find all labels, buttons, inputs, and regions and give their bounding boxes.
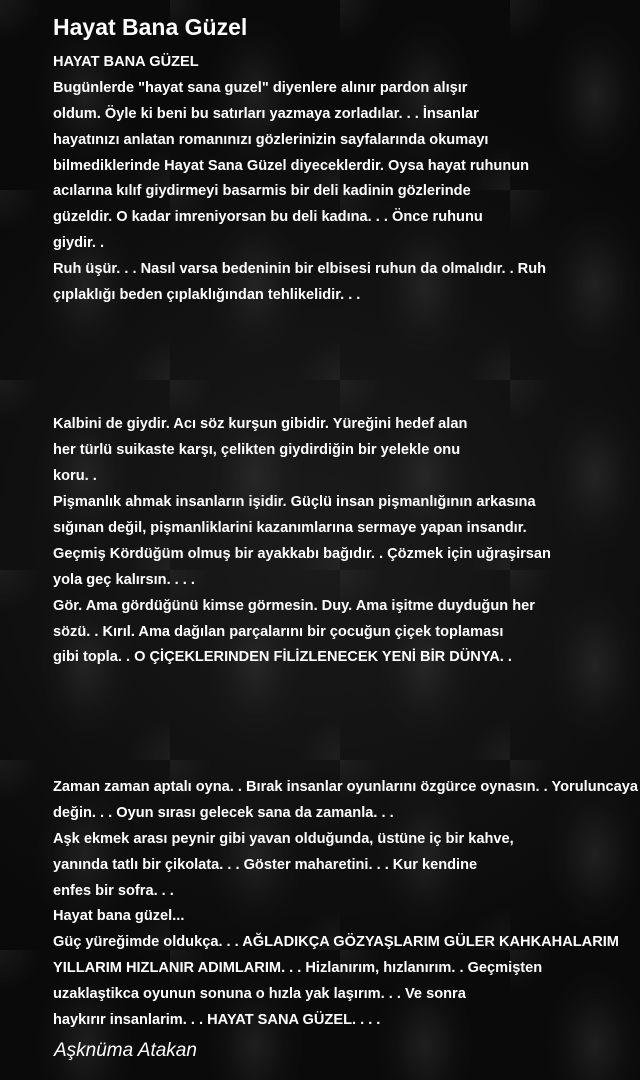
- poem-line: enfes bir sofra. . .: [53, 882, 174, 899]
- stanza-gap: [53, 723, 640, 749]
- poem-line: uzaklaştikca oyunun sonuna o hızla yak laşırım. . . Ve sonra: [53, 986, 466, 1003]
- poem-line: Geçmiş Kördüğüm olmuş bir ayakkabı bağıdır. . Çözmek için uğraşirsan: [53, 545, 551, 562]
- poem-line: Bugünlerde "hayat sana guzel" diyenlere alınır pardon alışır: [53, 79, 468, 96]
- poem-line: Pişmanlık ahmak insanların işidir. Güçlü insan pişmanlığının arkasına: [53, 494, 536, 511]
- poem-line: Kalbini de giydir. Acı söz kurşun gibidir. Yüreğini hedef alan: [53, 416, 468, 433]
- poem-author: Aşknüma Atakan: [54, 1040, 197, 1061]
- poem-body: [53, 50, 640, 1034]
- poem-line: Aşk ekmek arası peynir gibi yavan olduğunda, üstüne iç bir kahve,: [53, 830, 514, 847]
- poem-line: giydir. .: [53, 235, 105, 252]
- poem-line: yola geç kalırsın. . . .: [53, 571, 195, 588]
- poem-line: güzeldir. O kadar imreniyorsan bu deli kadına. . . Önce ruhunu: [53, 209, 483, 226]
- poem-line: bilmediklerinde Hayat Sana Güzel diyeceklerdir. Oysa hayat ruhunun: [53, 157, 530, 174]
- stanza-gap: [53, 335, 640, 361]
- poem-line: her türlü suikaste karşı, çelikten giydirdiğin bir yelekle onu: [53, 442, 461, 459]
- poem-line: sözü. . Kırıl. Ama dağılan parçalarını bir çocuğun çiçek toplaması: [53, 623, 504, 640]
- poem-line: çıplaklığı beden çıplaklığından tehlikelidir. . .: [53, 287, 361, 304]
- poem-line: acılarına kılıf giydirmeyi basarmis bir deli kadinin gözlerinde: [53, 183, 471, 200]
- poem-line: hayatınızı anlatan romanınızı gözlerinizin sayfalarında okumayı: [53, 131, 489, 148]
- poem-line: gibi topla. . O ÇİÇEKLERINDEN FİLİZLENECEK YENİ BİR DÜNYA. .: [53, 649, 512, 666]
- poem-line: Gör. Ama gördüğünü kimse görmesin. Duy. Ama işitme duyduğun her: [53, 597, 535, 614]
- poem-line: Ruh üşür. . . Nasıl varsa bedeninin bir elbisesi ruhun da olmalıdır. . Ruh: [53, 261, 547, 278]
- poem-title: Hayat Bana Güzel: [53, 14, 248, 40]
- poem-line: oldum. Öyle ki beni bu satırları yazmaya zorladılar. . . İnsanlar: [53, 105, 479, 122]
- poem-line: Hayat bana güzel...: [53, 908, 185, 925]
- poem-line: HAYAT BANA GÜZEL: [53, 54, 199, 70]
- poem-line: Güç yüreğimde oldukça. . . AĞLADIKÇA GÖZYAŞLARIM GÜLER KAHKAHALARIM: [53, 934, 619, 951]
- stanza-gap: [53, 697, 640, 723]
- stanza-gap: [53, 387, 640, 413]
- poem-line: YILLARIM HIZLANIR ADIMLARIM. . . Hizlanırım, hızlanırım. . Geçmişten: [53, 960, 543, 977]
- poem-line: yanında tatlı bir çikolata. . . Göster maharetini. . . Kur kendine: [53, 856, 478, 873]
- stanza-gap: [53, 671, 640, 697]
- poem-line: sığınan değil, pişmanliklarini kazanımlarına sermaye yapan insandır.: [53, 520, 527, 537]
- poem-line: haykırır insanlarim. . . HAYAT SANA GÜZEL. . . .: [53, 1011, 381, 1028]
- poem-line: Zaman zaman aptalı oyna. . Bırak insanlar oyunlarını özgürce oynasın. . Yoruluncaya: [53, 778, 639, 795]
- poem-line: değin. . . Oyun sırası gelecek sana da zamanla. . .: [53, 804, 394, 821]
- stanza-gap: [53, 309, 640, 335]
- stanza-gap: [53, 749, 640, 775]
- poem-line: koru. .: [53, 468, 97, 485]
- stanza-gap: [53, 361, 640, 387]
